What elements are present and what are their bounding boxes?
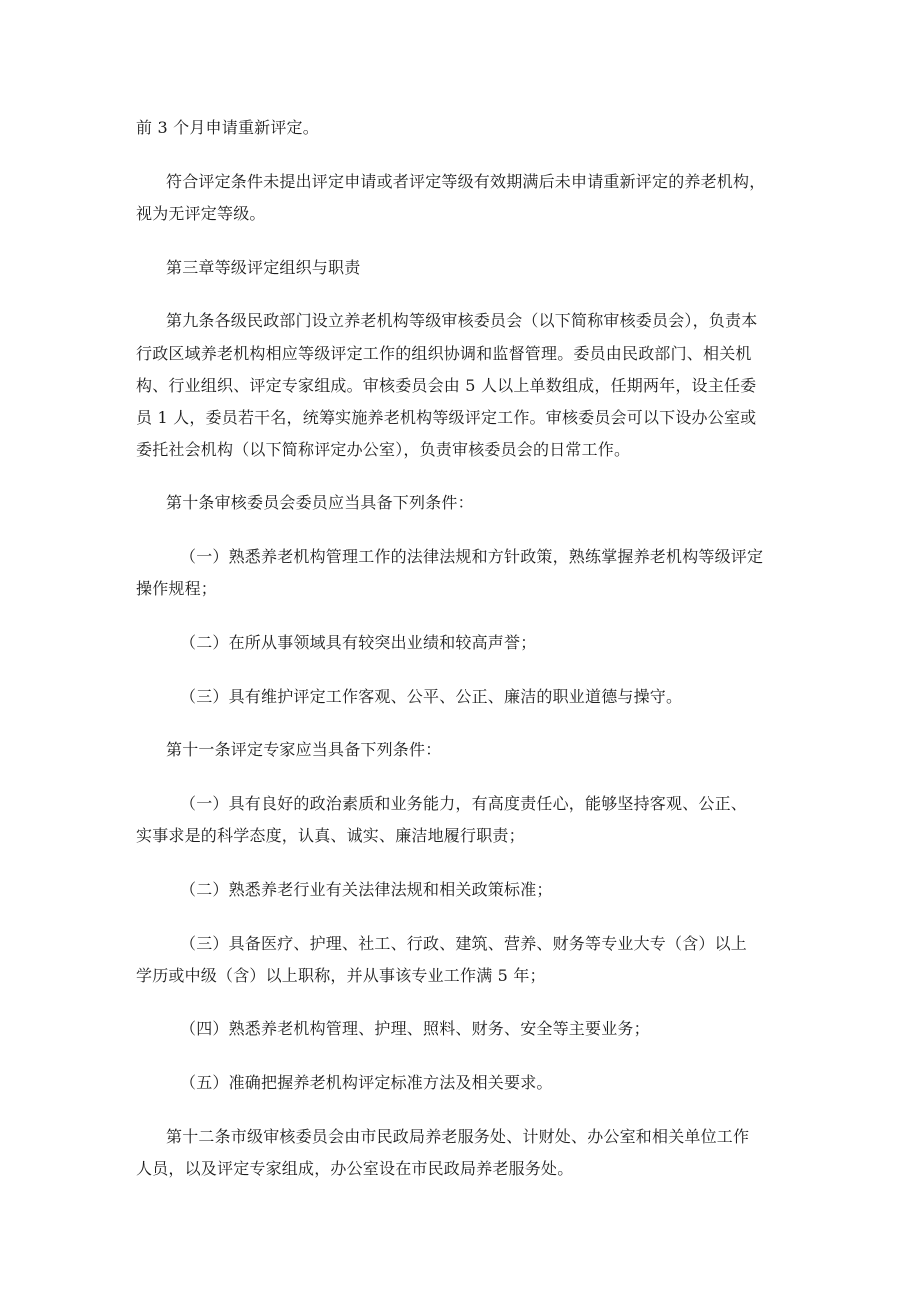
text-line: （二）在所从事领域具有较突出业绩和较高声誉； [180,633,537,652]
text-line: 符合评定条件未提出评定申请或者评定等级有效期满后未申请重新评定的养老机构， [166,172,766,191]
text-line: 行政区域养老机构相应等级评定工作的组织协调和监督管理。委员由民政部门、相关机 [136,344,752,363]
text-line: （五）准确把握养老机构评定标准方法及相关要求。 [180,1073,553,1092]
text-line: （一）熟悉养老机构管理工作的法律法规和方针政策，熟练掌握养老机构等级评定 [180,547,764,566]
text-line: （四）熟悉养老机构管理、护理、照料、财务、安全等主要业务； [180,1019,650,1038]
text-line: 员 1 人，委员若干名，统筹实施养老机构等级评定工作。审核委员会可以下设办公室或 [136,408,757,427]
text-line: 前 3 个月申请重新评定。 [136,118,319,137]
text-line: 构、行业组织、评定专家组成。审核委员会由 5 人以上单数组成，任期两年，设主任委 [136,376,757,395]
text-line: 学历或中级（含）以上职称，并从事该专业工作满 5 年； [136,966,546,985]
text-line: （三）具有维护评定工作客观、公平、公正、廉洁的职业道德与操守。 [180,687,683,706]
chapter-heading: 第三章等级评定组织与职责 [166,258,361,277]
text-line: （一）具有良好的政治素质和业务能力，有高度责任心，能够坚持客观、公正、 [180,794,748,813]
text-line: 视为无评定等级。 [136,204,266,223]
text-line: 委托社会机构（以下简称评定办公室），负责审核委员会的日常工作。 [136,440,631,459]
text-line: 人员，以及评定专家组成，办公室设在市民政局养老服务处。 [136,1159,574,1178]
text-line: 操作规程； [136,579,218,598]
text-line: 第九条各级民政部门设立养老机构等级审核委员会（以下简称审核委员会），负责本 [166,311,758,330]
text-line: （三）具备医疗、护理、社工、行政、建筑、营养、财务等专业大专（含）以上 [180,934,748,953]
text-line: 第十一条评定专家应当具备下列条件： [166,740,442,759]
text-line: 第十条审核委员会委员应当具备下列条件： [166,493,474,512]
text-line: 第十二条市级审核委员会由市民政局养老服务处、计财处、办公室和相关单位工作 [166,1127,750,1146]
text-line: （二）熟悉养老行业有关法律法规和相关政策标准； [180,880,553,899]
text-line: 实事求是的科学态度，认真、诚实、廉洁地履行职责； [136,826,525,845]
